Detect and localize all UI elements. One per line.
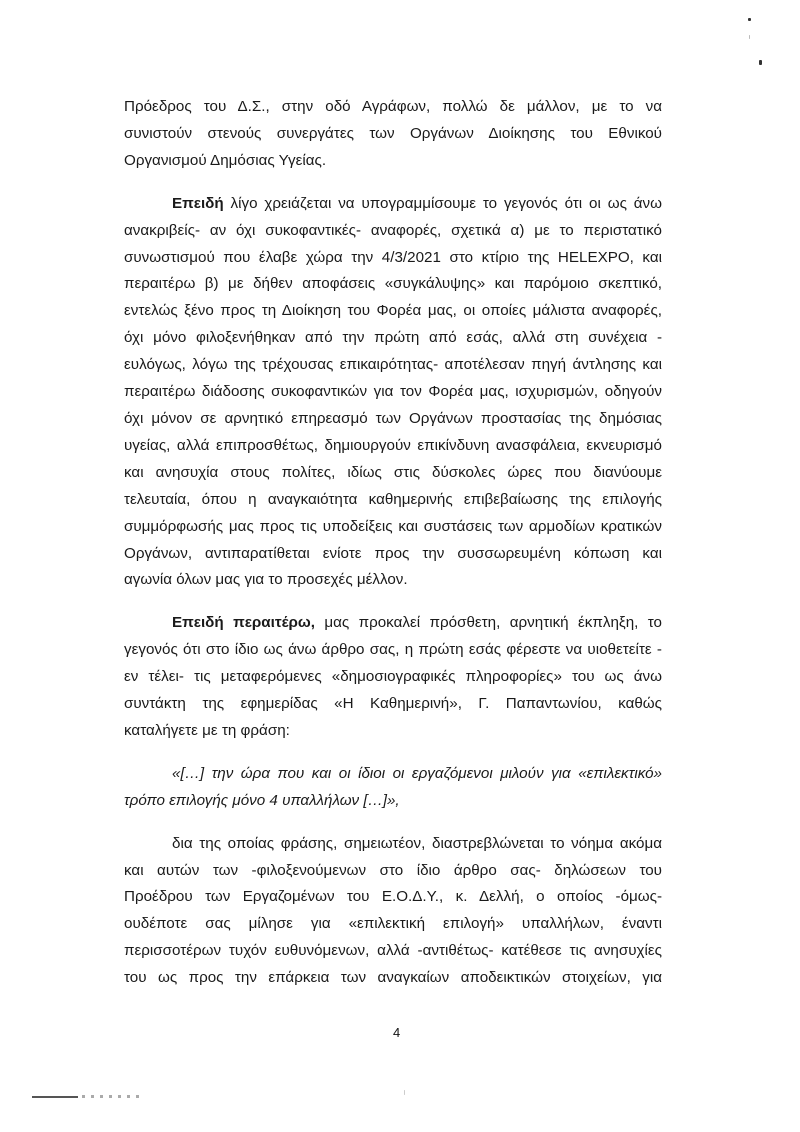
paragraph-whereas-2 bbox=[124, 610, 662, 745]
text-line bbox=[124, 610, 662, 637]
text-line: Οργάνων, αντιπαρατίθεται ενίοτε προς την συσσωρευμένη κόπωση και bbox=[124, 544, 662, 562]
text-line: τελευταία, όπου η αναγκαιότητα καθημερινής επιβεβαίωσης της επιλογής bbox=[124, 490, 662, 508]
bold-lead: Επειδή bbox=[172, 194, 224, 212]
text-line: ανακριβείς- αν όχι συκοφαντικές- αναφορές, σχετικά α) με το περιστατικό bbox=[124, 221, 662, 239]
text-line: συντάκτη της εφημερίδας «Η Καθημερινή», Γ. Παπαντωνίου, καθώς bbox=[124, 695, 662, 713]
text-line: Πρόεδρος του Δ.Σ., στην οδό Αγράφων, πολλώ δε μάλλον, με το να bbox=[124, 98, 662, 115]
text-line: όχι μόνον σε αρνητικό επηρεασμό των Οργάνων προστασίας της δημόσιας bbox=[124, 409, 662, 427]
scan-artifact-mark bbox=[748, 18, 751, 21]
text-line: ευλόγως, λόγω της τρέχουσας επικαιρότητας- αποτέλεσαν πηγή άντλησης και bbox=[124, 356, 662, 374]
text-line: «[…] την ώρα που και οι ίδιοι οι εργαζόμενοι μιλούν για «επιλεκτικό» bbox=[172, 764, 662, 782]
bold-lead: Επειδή περαιτέρω, bbox=[172, 614, 315, 632]
text-line: του ως προς την επάρκεια των αναγκαίων αποδεικτικών στοιχείων, για bbox=[124, 969, 662, 987]
scan-artifact-mark bbox=[759, 60, 762, 65]
document-body bbox=[124, 94, 662, 1008]
paragraph-whereas-1 bbox=[124, 191, 662, 595]
text-line: ουδέποτε σας μίλησε για «επιλεκτική επιλογή» υπαλλήλων, έναντι bbox=[124, 915, 662, 933]
text-line: Οργανισμού Δημόσιας Υγείας. bbox=[124, 151, 327, 169]
text-line: συνωστισμού που έλαβε χώρα την 4/3/2021 στο κτίριο της HELEXPO, και bbox=[124, 248, 662, 266]
text-line: περισσοτέρων τυχόν ευθυνόμενων, αλλά -αντιθέτως- κατέθεσε τις ανησυχίες bbox=[124, 942, 662, 960]
paragraph-continuation bbox=[124, 94, 662, 175]
page-number: 4 bbox=[393, 1025, 401, 1040]
text-line bbox=[124, 191, 662, 218]
paragraph-commentary bbox=[124, 831, 662, 992]
quoted-phrase bbox=[124, 761, 662, 815]
text-line: περαιτέρω διάδοσης συκοφαντικών για τον Φορέα μας, ισχυρισμών, οδηγούν bbox=[124, 383, 662, 401]
text-line: εν τέλει- τις μεταφερόμενες «δημοσιογραφικές πληροφορίες» του ως άνω bbox=[124, 668, 662, 686]
text-line: καταλήγετε με τη φράση: bbox=[124, 721, 290, 739]
text-line: Προέδρου των Εργαζομένων του Ε.Ο.Δ.Υ., κ. Δελλή, ο οποίος -όμως- bbox=[124, 888, 662, 906]
scan-artifact-mark bbox=[404, 1090, 405, 1095]
text-line: εντελώς ξένο προς τη Διοίκηση του Φορέα μας, οι οποίες μάλιστα αναφορές, bbox=[124, 302, 662, 320]
text-line: συνιστούν στενούς συνεργάτες των Οργάνων Διοίκησης του Εθνικού bbox=[124, 124, 662, 142]
scan-artifact-mark bbox=[749, 35, 750, 39]
text-line: και αυτών των -φιλοξενούμενων στο ίδιο άρθρο σας- δηλώσεων του bbox=[124, 861, 662, 879]
footer-rule bbox=[32, 1096, 78, 1098]
text-line: δια της οποίας φράσης, σημειωτέον, διαστρεβλώνεται το νόημα ακόμα bbox=[172, 834, 662, 852]
text-line: όχι μόνο φιλοξενήθηκαν από την πρώτη από εσάς, αλλά στη συνέχεια - bbox=[124, 329, 662, 347]
text-line: συμμόρφωσής μας προς τις υποδείξεις και συστάσεις των αρμοδίων κρατικών bbox=[124, 517, 662, 535]
text-line: γεγονός ότι στο ίδιο ως άνω άρθρο σας, η πρώτη εσάς φέρεστε να υιοθετείτε - bbox=[124, 641, 662, 659]
text-fragment: λίγο χρειάζεται να υπογραμμίσουμε το γεγονός ότι οι ως άνω bbox=[223, 194, 662, 212]
footer-scan-artifact bbox=[82, 1095, 144, 1098]
text-fragment: μας προκαλεί πρόσθετη, αρνητική έκπληξη, το bbox=[314, 614, 662, 632]
text-line: τρόπο επιλογής μόνο 4 υπαλλήλων […]», bbox=[124, 791, 400, 809]
text-line: υγείας, αλλά επιπροσθέτως, δημιουργούν επικίνδυνη ανασφάλεια, εκνευρισμό bbox=[124, 436, 662, 454]
text-line: περαιτέρω β) με δήθεν αποφάσεις «συγκάλυψης» και παρόμοιο σκεπτικό, bbox=[124, 275, 662, 293]
text-line: αγωνία όλων μας για το προσεχές μέλλον. bbox=[124, 571, 408, 589]
text-line: και ανησυχία στους πολίτες, ιδίως στις δύσκολες ώρες που διανύουμε bbox=[124, 463, 662, 481]
